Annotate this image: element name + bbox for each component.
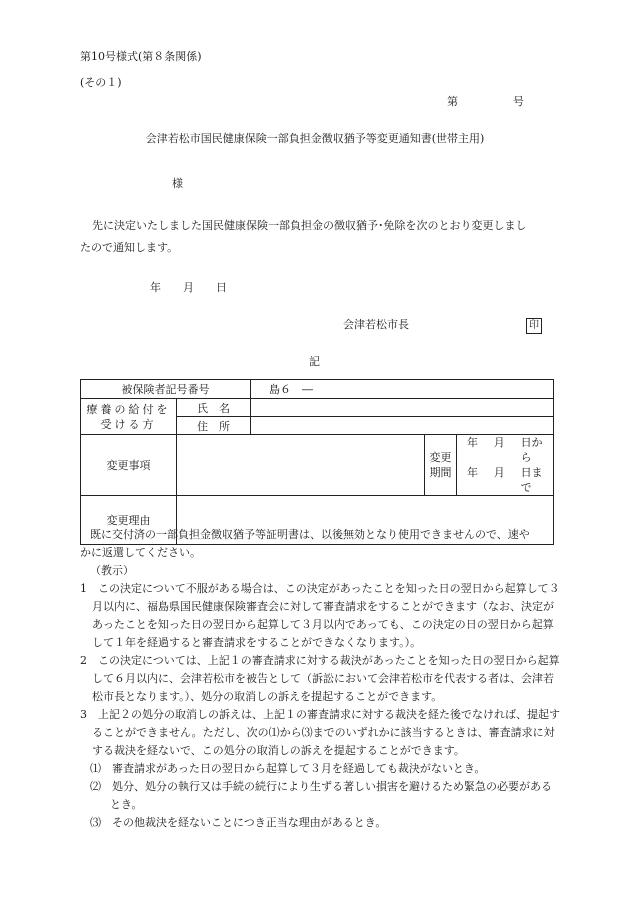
note-sub-2: ⑵ 処分、処分の執行又は手続の続行により生ずる著しい損害を避けるため緊急の必要があるとき。 [90, 780, 552, 811]
change-table [80, 379, 554, 545]
notes [80, 526, 560, 832]
note-item-2: 2 この決定については、上記１の審査請求に対する裁決があったことを知った日の翌日から起算して６月以内に、会津若松市を被告として（訴訟において会津若松市を代表する者は、会津若松市長となります。）、処分の取消しの訴えを提起することができます。 [80, 654, 560, 703]
period-from: 年 月 日から [467, 436, 543, 464]
address-value [251, 417, 554, 435]
kyoji-heading: （教示） [90, 564, 134, 577]
note-item-3: 3 上記２の処分の取消しの訴えは、上記１の審査請求に対する裁決を経た後でなければ、提起することができません。ただし、次の⑴から⑶までのいずれかに該当するときは、審査請求に対する裁決を経ないで、この処分の取消しの訴えを提起することができます。 [80, 708, 560, 757]
date-line: 年 月 日 [150, 281, 227, 294]
period-to: 年 月 日まで [467, 466, 543, 494]
notes-intro-1: 既に交付済の一部負担金徴収猶予等証明書は、以後無効となり使用できませんので、速や [90, 528, 530, 541]
body-line-2: たので通知します。 [80, 241, 179, 254]
reason-label: 変更理由 [81, 496, 177, 545]
part-label: (その１) [80, 76, 122, 89]
insured-no-value: 島６ ― [251, 380, 554, 399]
period-value [457, 435, 554, 496]
form-id: 第10号様式(第８条関係) [80, 50, 202, 63]
issuer: 会津若松市長 [343, 318, 409, 331]
note-item-1: 1 この決定について不服がある場合は、この決定があったことを知った日の翌日から起算して３月以内に、福島県国民健康保険審査会に対して審査請求をすることができます（なお、決定があったことを知った日の翌日から起算して３月以内であっても、この決定の日の翌日から起算して１年を経過すると審査請求をすることができなくなります。）。 [80, 582, 560, 649]
insured-no-label: 被保険者記号番号 [81, 380, 251, 399]
name-value [251, 399, 554, 417]
period-label: 変更 期間 [425, 435, 457, 496]
body-line-1: 先に決定いたしました国民健康保険一部負担金の徴収猶予･免除を次のとおり変更しまし [92, 219, 527, 232]
address-label: 住 所 [177, 417, 251, 435]
document-title: 会津若松市国民健康保険一部負担金徴収猶予等変更通知書(世帯主用) [145, 132, 485, 145]
note-sub-1: ⑴ 審査請求があった日の翌日から起算して３月を経過しても裁決がないとき。 [90, 762, 486, 775]
recipient-label: 療養の給付を 受ける方 [81, 399, 177, 435]
note-sub-3: ⑶ その他裁決を経ないことにつき正当な理由があるとき。 [90, 816, 387, 829]
number-label: 第 号 [447, 95, 524, 108]
change-item-value [177, 435, 425, 496]
ki-mark: 記 [309, 355, 320, 368]
name-label: 氏 名 [177, 399, 251, 417]
change-item-label: 変更事項 [81, 435, 177, 496]
addressee-suffix: 様 [172, 177, 183, 190]
notes-intro-2: かに返還してください。 [80, 546, 201, 559]
seal-mark: 印 [526, 318, 542, 334]
